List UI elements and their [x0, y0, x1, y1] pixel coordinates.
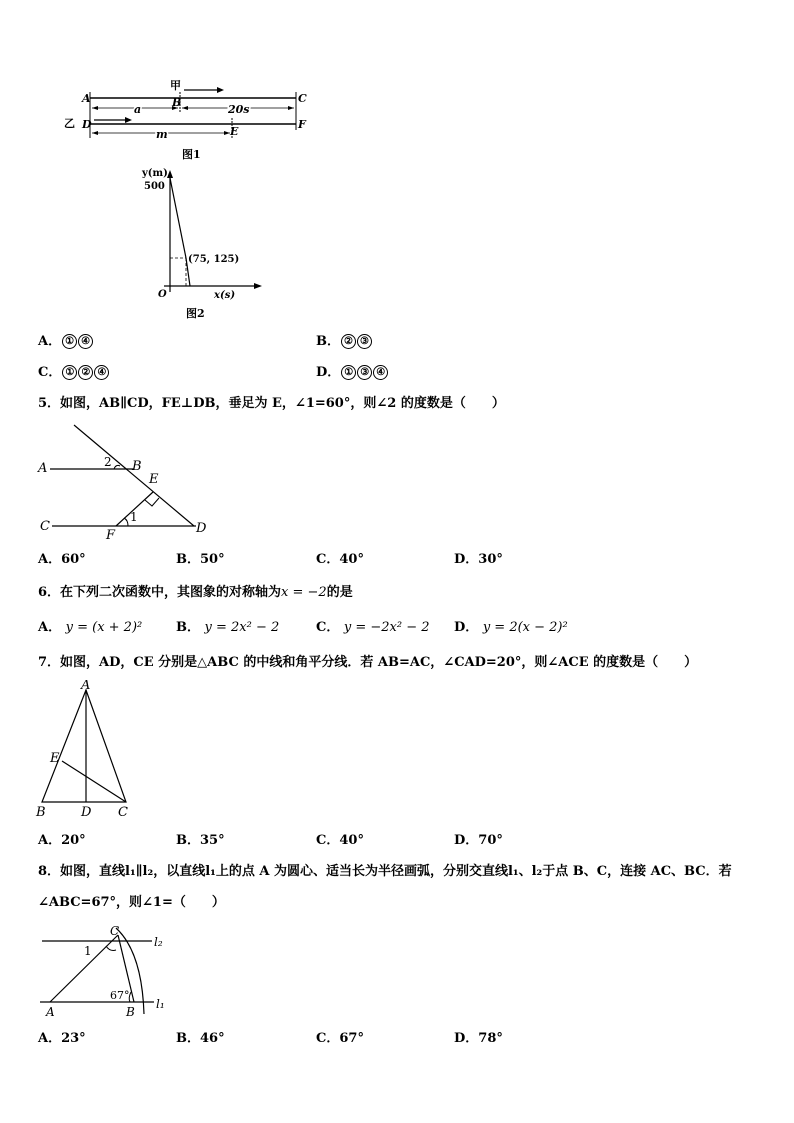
label-C: C [40, 519, 50, 534]
label-C: C [298, 92, 307, 105]
q7-option-d: D．70° [454, 833, 503, 848]
q7-option-b: B．35° [176, 833, 225, 848]
label-one: 1 [84, 944, 92, 958]
label-D: D [81, 805, 92, 820]
option-formula: y = −2x² − 2 [343, 620, 430, 635]
q5-figure [36, 420, 216, 542]
option-letter: A． [38, 620, 62, 635]
label-D: D [196, 521, 207, 536]
label-one: 1 [130, 510, 138, 524]
q8-option-c: C．67° [316, 1031, 364, 1046]
q5-stem: 5．如图，AB∥CD，FE⊥DB，垂足为 E，∠1=60°，则∠2 的度数是（ ） [38, 396, 505, 411]
option-letter: B． [316, 334, 340, 349]
figure-2-graph [138, 164, 268, 322]
q6-option-d [454, 620, 568, 636]
y-axis-label: y(m) [142, 168, 168, 179]
figure-2-caption: 图2 [186, 307, 205, 320]
q4-option-d [316, 365, 388, 381]
circled-number: ② [341, 334, 356, 349]
point-label: (75, 125) [188, 254, 240, 265]
circled-number: ① [62, 334, 77, 349]
circled-number: ④ [78, 334, 93, 349]
circled-number: ④ [94, 365, 109, 380]
label-A: A [38, 461, 48, 476]
label-angle-67: 67° [110, 989, 130, 1002]
label-yi: 乙 [64, 117, 75, 130]
label-A: A [81, 680, 91, 693]
q6-stem-pre: 6．在下列二次函数中，其图象的对称轴为 [38, 585, 282, 600]
y-500-label: 500 [144, 181, 165, 192]
label-E: E [50, 751, 60, 766]
x-axis-label: x(s) [214, 290, 236, 301]
label-A: A [46, 1005, 55, 1019]
label-E: E [230, 125, 239, 138]
circled-number: ④ [373, 365, 388, 380]
q8-option-d: D．78° [454, 1031, 503, 1046]
option-letter: C． [316, 620, 340, 635]
label-l1: l₁ [156, 997, 165, 1011]
q5-option-c: C．40° [316, 552, 364, 567]
option-formula: y = 2(x − 2)² [482, 620, 568, 635]
q4-option-a [38, 334, 93, 350]
q8-figure [34, 922, 174, 1022]
figure-1-caption: 图1 [182, 148, 201, 160]
label-m: m [156, 128, 168, 141]
label-two: 2 [104, 455, 112, 469]
label-C: C [110, 924, 120, 938]
figure-1-track-diagram [60, 78, 320, 160]
label-A: A [82, 92, 91, 105]
q6-stem-math: x = −2 [281, 585, 327, 600]
label-E: E [149, 472, 159, 487]
label-F: F [106, 528, 116, 542]
label-jia: 甲 [170, 79, 181, 92]
q5-option-d: D．30° [454, 552, 503, 567]
option-formula: y = 2x² − 2 [204, 620, 280, 635]
q8-stem-line2: ∠ABC=67°，则∠1=（ ） [38, 895, 225, 910]
q7-option-a: A．20° [38, 833, 86, 848]
label-D: D [82, 118, 92, 131]
label-a: a [134, 103, 142, 116]
label-B: B [36, 805, 46, 820]
label-B: B [172, 96, 182, 109]
origin-label: O [158, 289, 167, 300]
q6-stem [38, 585, 353, 601]
q8-stem-line1: 8．如图，直线l₁∥l₂，以直线l₁上的点 A 为圆心、适当长为半径画弧，分别交直线l₁、l₂于点 B、C，连接 AC、BC．若 [38, 864, 732, 879]
q5-option-b: B．50° [176, 552, 225, 567]
q6-option-c [316, 620, 430, 636]
q6-option-b [176, 620, 279, 636]
option-letter: C． [38, 365, 62, 380]
label-F: F [298, 118, 306, 131]
q6-stem-post: 的是 [326, 585, 353, 600]
label-C: C [118, 805, 128, 820]
option-letter: D． [454, 620, 479, 635]
label-l2: l₂ [154, 935, 163, 949]
q7-stem: 7．如图，AD，CE 分别是△ABC 的中线和角平分线．若 AB=AC，∠CAD=20°，则∠ACE 的度数是（ ） [38, 655, 698, 670]
q4-option-b [316, 334, 372, 350]
q5-option-a: A．60° [38, 552, 86, 567]
circled-number: ① [341, 365, 356, 380]
label-20s: 20s [228, 103, 250, 116]
q8-option-b: B．46° [176, 1031, 225, 1046]
q7-option-c: C．40° [316, 833, 364, 848]
option-letter: D． [316, 365, 341, 380]
label-B: B [126, 1005, 135, 1019]
q8-option-a: A．23° [38, 1031, 86, 1046]
circled-number: ③ [357, 334, 372, 349]
circled-number: ① [62, 365, 77, 380]
option-letter: A． [38, 334, 62, 349]
q4-option-c [38, 365, 109, 381]
q6-option-a [38, 620, 142, 636]
q7-figure [34, 680, 144, 820]
circled-number: ③ [357, 365, 372, 380]
circled-number: ② [78, 365, 93, 380]
label-B: B [132, 459, 142, 474]
option-letter: B． [176, 620, 200, 635]
option-formula: y = (x + 2)² [65, 620, 143, 635]
